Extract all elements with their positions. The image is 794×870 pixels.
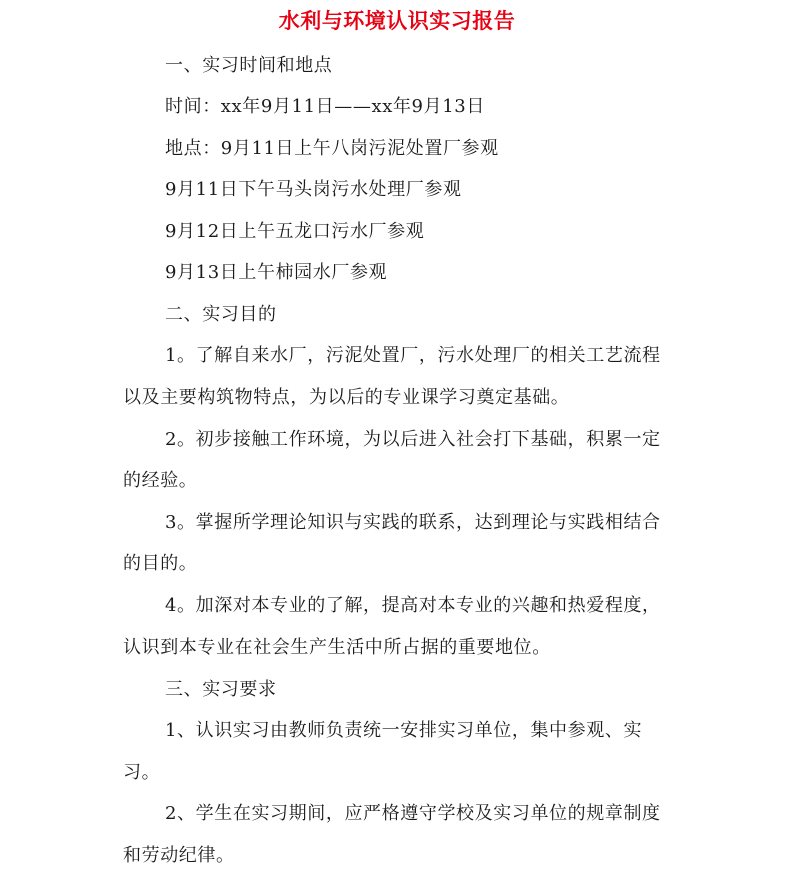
paragraph-purpose-1-line-2: 以及主要构筑物特点，为以后的专业课学习奠定基础。 bbox=[123, 387, 570, 408]
paragraph-purpose-2-line-1: 2。初步接触工作环境，为以后进入社会打下基础，积累一定 bbox=[165, 429, 661, 450]
section-heading-purpose: 二、实习目的 bbox=[165, 304, 277, 325]
paragraph-purpose-3-line-1: 3。掌握所学理论知识与实践的联系，达到理论与实践相结合 bbox=[165, 512, 661, 533]
paragraph-requirement-1-line-1: 1、认识实习由教师负责统一安排实习单位，集中参观、实 bbox=[165, 720, 643, 741]
paragraph-purpose-3-line-2: 的目的。 bbox=[123, 553, 198, 574]
paragraph-requirement-1-line-2: 习。 bbox=[123, 762, 161, 783]
paragraph-place-3: 9月12日上午五龙口污水厂参观 bbox=[165, 221, 425, 242]
document-title: 水利与环境认识实习报告 bbox=[278, 9, 516, 33]
paragraph-purpose-4-line-1: 4。加深对本专业的了解，提高对本专业的兴趣和热爱程度， bbox=[165, 595, 661, 616]
paragraph-place-1: 地点：9月11日上午八岗污泥处置厂参观 bbox=[165, 138, 499, 159]
paragraph-purpose-2-line-2: 的经验。 bbox=[123, 470, 198, 491]
paragraph-requirement-2-line-2: 和劳动纪律。 bbox=[123, 845, 235, 866]
paragraph-purpose-4-line-2: 认识到本专业在社会生产生活中所占据的重要地位。 bbox=[123, 637, 551, 658]
paragraph-place-4: 9月13日上午柿园水厂参观 bbox=[165, 262, 388, 283]
paragraph-place-2: 9月11日下午马头岗污水处理厂参观 bbox=[165, 179, 462, 200]
section-heading-time-place: 一、实习时间和地点 bbox=[165, 55, 333, 76]
paragraph-purpose-1-line-1: 1。了解自来水厂，污泥处置厂，污水处理厂的相关工艺流程 bbox=[165, 345, 661, 366]
section-heading-requirements: 三、实习要求 bbox=[165, 679, 277, 700]
paragraph-time: 时间：xx年9月11日——xx年9月13日 bbox=[165, 96, 485, 117]
paragraph-requirement-2-line-1: 2、学生在实习期间，应严格遵守学校及实习单位的规章制度 bbox=[165, 803, 661, 824]
